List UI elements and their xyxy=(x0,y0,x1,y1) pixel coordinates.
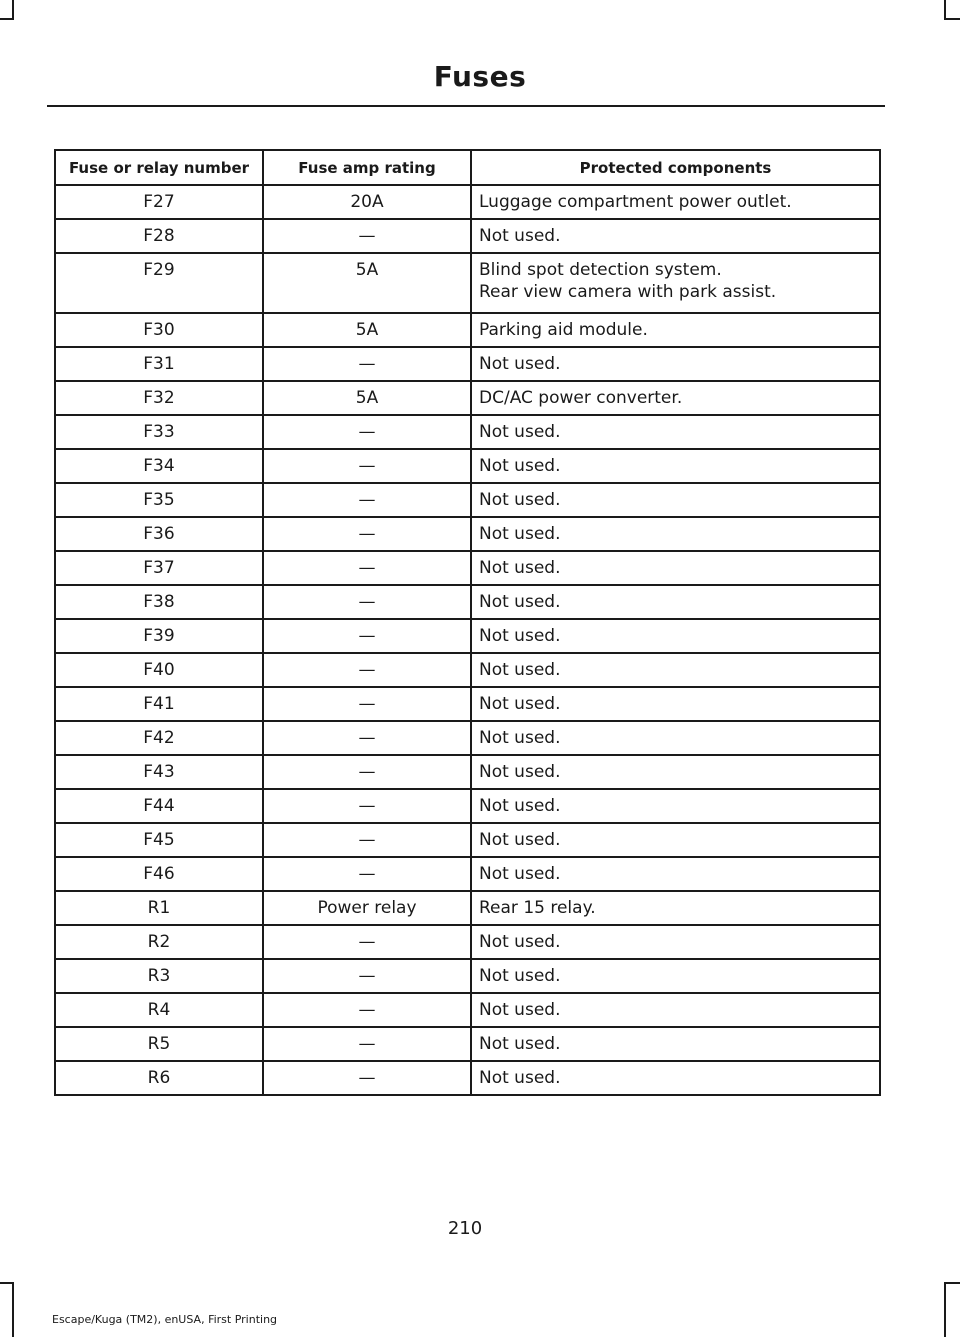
fuse-table-body xyxy=(55,185,880,1095)
table-row xyxy=(55,823,880,857)
table-row xyxy=(55,619,880,653)
fuse-number-cell: F32 xyxy=(55,381,263,415)
protected-components-cell xyxy=(471,415,880,449)
protected-components-cell xyxy=(471,891,880,925)
header-amp-rating: Fuse amp rating xyxy=(263,150,471,185)
table-row xyxy=(55,347,880,381)
fuse-number-cell: F28 xyxy=(55,219,263,253)
table-row xyxy=(55,755,880,789)
component-line: Not used. xyxy=(479,660,561,680)
protected-components-cell xyxy=(471,483,880,517)
protected-components-cell xyxy=(471,381,880,415)
protected-components-cell xyxy=(471,219,880,253)
component-line: Not used. xyxy=(479,226,561,246)
fuse-number-cell: R4 xyxy=(55,993,263,1027)
crop-mark-bottom-left-v xyxy=(12,1282,14,1337)
amp-rating-cell: — xyxy=(263,959,471,993)
protected-components-cell xyxy=(471,619,880,653)
table-row xyxy=(55,517,880,551)
protected-components-cell xyxy=(471,585,880,619)
crop-mark-bottom-left-h xyxy=(0,1282,14,1284)
fuse-number-cell: F31 xyxy=(55,347,263,381)
table-row xyxy=(55,483,880,517)
fuse-number-cell: F35 xyxy=(55,483,263,517)
fuse-number-cell: F27 xyxy=(55,185,263,219)
table-row xyxy=(55,381,880,415)
fuse-number-cell: F44 xyxy=(55,789,263,823)
amp-rating-cell: — xyxy=(263,687,471,721)
amp-rating-cell: — xyxy=(263,1027,471,1061)
component-line: Not used. xyxy=(479,694,561,714)
table-row xyxy=(55,1061,880,1095)
table-row xyxy=(55,959,880,993)
fuse-number-cell: F42 xyxy=(55,721,263,755)
fuse-number-cell: F38 xyxy=(55,585,263,619)
footer-text: Escape/Kuga (TM2), enUSA, First Printing xyxy=(52,1313,278,1326)
amp-rating-cell: — xyxy=(263,993,471,1027)
table-row xyxy=(55,585,880,619)
component-line: Not used. xyxy=(479,626,561,646)
component-line: Not used. xyxy=(479,932,561,952)
amp-rating-cell: — xyxy=(263,925,471,959)
protected-components-cell xyxy=(471,925,880,959)
protected-components-cell xyxy=(471,959,880,993)
amp-rating-cell: 5A xyxy=(263,313,471,347)
component-line: DC/AC power converter. xyxy=(479,388,683,408)
protected-components-cell xyxy=(471,993,880,1027)
amp-rating-cell: — xyxy=(263,219,471,253)
component-line: Not used. xyxy=(479,830,561,850)
fuse-number-cell: F39 xyxy=(55,619,263,653)
fuse-table xyxy=(54,149,881,1096)
protected-components-cell xyxy=(471,1027,880,1061)
component-line: Rear view camera with park assist. xyxy=(479,282,777,302)
fuse-number-cell: F37 xyxy=(55,551,263,585)
component-line: Not used. xyxy=(479,762,561,782)
protected-components-cell xyxy=(471,185,880,219)
fuse-number-cell: F33 xyxy=(55,415,263,449)
table-row xyxy=(55,1027,880,1061)
fuse-number-cell: R5 xyxy=(55,1027,263,1061)
table-row xyxy=(55,721,880,755)
table-row xyxy=(55,925,880,959)
fuse-number-cell: R1 xyxy=(55,891,263,925)
protected-components-cell xyxy=(471,517,880,551)
protected-components-cell xyxy=(471,857,880,891)
amp-rating-cell: 20A xyxy=(263,185,471,219)
component-line: Not used. xyxy=(479,422,561,442)
table-row xyxy=(55,891,880,925)
page-title: Fuses xyxy=(433,60,527,93)
amp-rating-cell: — xyxy=(263,789,471,823)
table-row xyxy=(55,185,880,219)
component-line: Not used. xyxy=(479,592,561,612)
crop-mark-bottom-right-h xyxy=(944,1282,960,1284)
protected-components-cell xyxy=(471,449,880,483)
component-line: Not used. xyxy=(479,796,561,816)
component-line: Not used. xyxy=(479,728,561,748)
amp-rating-cell: — xyxy=(263,755,471,789)
component-line: Not used. xyxy=(479,1034,561,1054)
title-divider xyxy=(47,105,885,107)
table-row xyxy=(55,789,880,823)
component-line: Not used. xyxy=(479,966,561,986)
protected-components-cell xyxy=(471,313,880,347)
component-line: Not used. xyxy=(479,524,561,544)
table-row xyxy=(55,415,880,449)
protected-components-cell xyxy=(471,653,880,687)
component-line: Not used. xyxy=(479,354,561,374)
amp-rating-cell: — xyxy=(263,415,471,449)
amp-rating-cell: — xyxy=(263,857,471,891)
amp-rating-cell: — xyxy=(263,1061,471,1095)
amp-rating-cell: — xyxy=(263,823,471,857)
table-row xyxy=(55,993,880,1027)
amp-rating-cell: 5A xyxy=(263,381,471,415)
amp-rating-cell: — xyxy=(263,585,471,619)
protected-components-cell xyxy=(471,253,880,313)
amp-rating-cell: — xyxy=(263,721,471,755)
amp-rating-cell: — xyxy=(263,449,471,483)
protected-components-cell xyxy=(471,1061,880,1095)
protected-components-cell xyxy=(471,721,880,755)
component-line: Not used. xyxy=(479,1000,561,1020)
header-fuse-number: Fuse or relay number xyxy=(55,150,263,185)
component-line: Not used. xyxy=(479,1068,561,1088)
fuse-number-cell: F34 xyxy=(55,449,263,483)
table-row xyxy=(55,687,880,721)
component-line: Blind spot detection system. xyxy=(479,260,722,280)
protected-components-cell xyxy=(471,823,880,857)
fuse-number-cell: F43 xyxy=(55,755,263,789)
crop-mark-top-left-v xyxy=(12,0,14,20)
fuse-number-cell: F46 xyxy=(55,857,263,891)
protected-components-cell xyxy=(471,789,880,823)
crop-mark-top-left-h xyxy=(0,18,14,20)
amp-rating-cell: 5A xyxy=(263,253,471,313)
fuse-number-cell: R6 xyxy=(55,1061,263,1095)
header-protected-components: Protected components xyxy=(471,150,880,185)
amp-rating-cell: — xyxy=(263,483,471,517)
protected-components-cell xyxy=(471,551,880,585)
amp-rating-cell: — xyxy=(263,653,471,687)
protected-components-cell xyxy=(471,755,880,789)
page-number: 210 xyxy=(447,1218,483,1239)
protected-components-cell xyxy=(471,687,880,721)
component-line: Rear 15 relay. xyxy=(479,898,596,918)
amp-rating-cell: Power relay xyxy=(263,891,471,925)
component-line: Not used. xyxy=(479,558,561,578)
component-line: Not used. xyxy=(479,490,561,510)
table-row xyxy=(55,313,880,347)
table-header-row xyxy=(55,150,880,185)
fuse-number-cell: F29 xyxy=(55,253,263,313)
fuse-number-cell: R2 xyxy=(55,925,263,959)
amp-rating-cell: — xyxy=(263,619,471,653)
fuse-number-cell: F41 xyxy=(55,687,263,721)
table-row xyxy=(55,653,880,687)
table-row xyxy=(55,551,880,585)
table-row xyxy=(55,253,880,313)
amp-rating-cell: — xyxy=(263,347,471,381)
fuse-number-cell: R3 xyxy=(55,959,263,993)
fuse-number-cell: F36 xyxy=(55,517,263,551)
table-row xyxy=(55,857,880,891)
crop-mark-bottom-right-v xyxy=(944,1282,946,1337)
fuse-number-cell: F40 xyxy=(55,653,263,687)
crop-mark-top-right-h xyxy=(944,18,960,20)
fuse-number-cell: F30 xyxy=(55,313,263,347)
amp-rating-cell: — xyxy=(263,551,471,585)
protected-components-cell xyxy=(471,347,880,381)
component-line: Luggage compartment power outlet. xyxy=(479,192,792,212)
component-line: Parking aid module. xyxy=(479,320,648,340)
table-row xyxy=(55,219,880,253)
amp-rating-cell: — xyxy=(263,517,471,551)
component-line: Not used. xyxy=(479,864,561,884)
fuse-number-cell: F45 xyxy=(55,823,263,857)
component-line: Not used. xyxy=(479,456,561,476)
table-row xyxy=(55,449,880,483)
crop-mark-top-right-v xyxy=(944,0,946,20)
